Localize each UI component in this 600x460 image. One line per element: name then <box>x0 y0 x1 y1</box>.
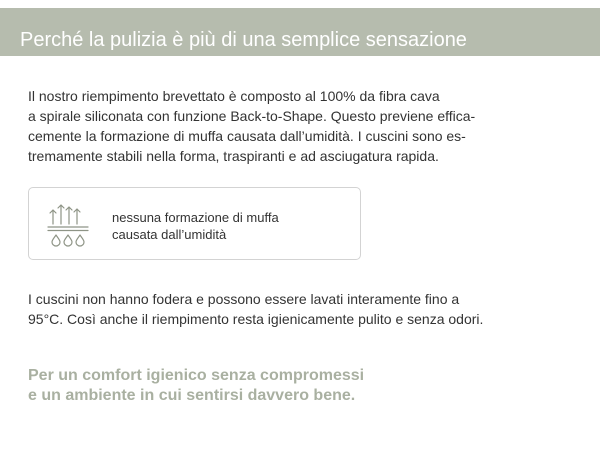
intro-line: tremamente stabili nella forma, traspiranti e ad asciugatura rapida. <box>28 148 439 164</box>
feature-line: nessuna formazione di muffa <box>112 210 279 225</box>
wash-line: I cuscini non hanno fodera e possono essere lavati interamente fino a <box>28 291 460 307</box>
wash-line: 95°C. Così anche il riempimento resta igienicamente pulito e senza odori. <box>28 311 484 327</box>
closing-statement <box>28 366 568 406</box>
page-title: Perché la pulizia è più di una semplice sensazione <box>20 29 467 51</box>
feature-line: causata dall’umidità <box>112 227 227 242</box>
header-band <box>0 8 600 56</box>
feature-card <box>28 187 361 260</box>
intro-line: Il nostro riempimento brevettato è composto al 100% da fibra cava <box>28 88 440 104</box>
closing-line: e un ambiente in cui sentirsi davvero bene. <box>28 387 356 404</box>
intro-line: cemente la formazione di muffa causata dall’umidità. I cuscini sono es- <box>28 128 466 144</box>
feature-text <box>112 209 352 243</box>
washing-paragraph <box>28 289 588 329</box>
intro-line: a spirale siliconata con funzione Back-to-Shape. Questo previene effica- <box>28 108 476 124</box>
closing-line: Per un comfort igienico senza compromessi <box>28 367 365 384</box>
moisture-wicking-icon <box>47 202 93 248</box>
intro-paragraph <box>28 86 573 166</box>
